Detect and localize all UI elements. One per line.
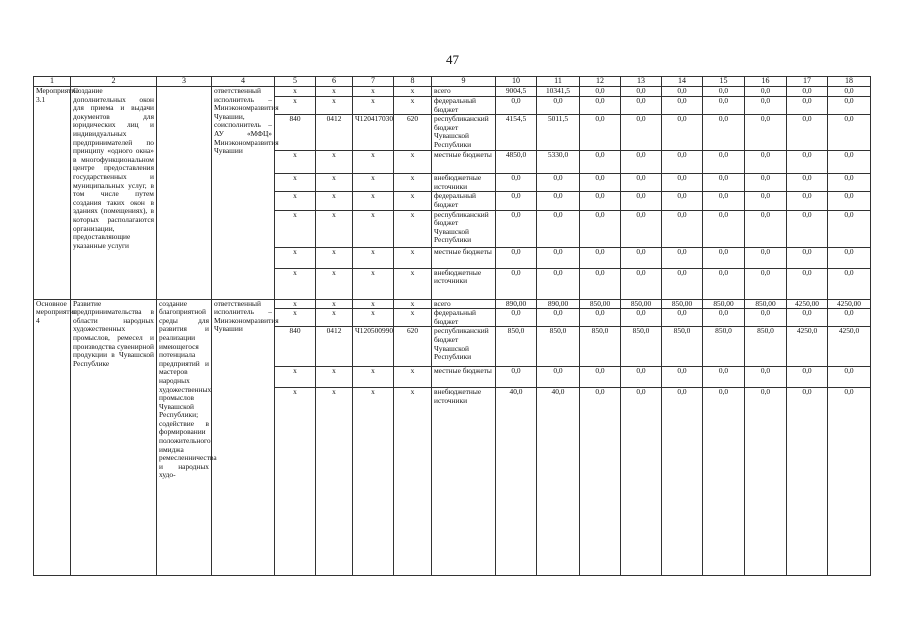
amount-cell: 0,0 [621,367,662,388]
amount-cell: 0,0 [496,174,537,192]
amount-cell: 850,00 [745,299,787,309]
amount-cell: 0,0 [828,367,871,388]
amount-cell: 0,0 [828,192,871,210]
amount-cell: 0,0 [496,192,537,210]
code-grbs: х [275,97,316,115]
code-section: х [316,87,353,97]
amount-cell: 0,0 [621,151,662,174]
code-grbs: х [275,192,316,210]
code-grbs: х [275,151,316,174]
funding-source: республиканский бюджет Чувашской Республики [432,210,496,247]
code-target-article: х [353,151,394,174]
code-target-article: Ч120417030 [353,115,394,151]
column-header: 10 [496,77,537,87]
column-header: 11 [537,77,580,87]
amount-cell: 4250,00 [828,299,871,309]
code-target-article: х [353,388,394,576]
amount-cell: 0,0 [745,97,787,115]
amount-cell: 850,00 [703,299,745,309]
amount-cell: 0,0 [580,268,621,299]
amount-cell: 0,0 [580,192,621,210]
amount-cell: 0,0 [662,192,703,210]
funding-source: федеральный бюджет [432,309,496,327]
amount-cell: 10341,5 [537,87,580,97]
amount-cell: 0,0 [787,247,828,268]
amount-cell: 0,0 [496,97,537,115]
amount-cell: 0,0 [703,87,745,97]
amount-cell: 0,0 [621,192,662,210]
code-section: х [316,174,353,192]
amount-cell: 0,0 [787,87,828,97]
amount-cell: 0,0 [537,97,580,115]
funding-source: всего [432,299,496,309]
amount-cell: 0,0 [828,174,871,192]
code-grbs: х [275,210,316,247]
code-section: 0412 [316,115,353,151]
amount-cell: 0,0 [745,115,787,151]
code-grbs: 840 [275,327,316,367]
amount-cell: 850,00 [580,299,621,309]
code-section: х [316,268,353,299]
amount-cell: 4250,00 [787,299,828,309]
amount-cell: 0,0 [745,210,787,247]
code-section: х [316,192,353,210]
code-target-article: х [353,247,394,268]
amount-cell: 0,0 [745,151,787,174]
amount-cell: 0,0 [580,151,621,174]
amount-cell: 0,0 [828,97,871,115]
budget-table [33,76,871,576]
funding-source: внебюджетные источники [432,174,496,192]
amount-cell: 0,0 [537,309,580,327]
column-header: 6 [316,77,353,87]
amount-cell: 0,0 [621,309,662,327]
amount-cell: 0,0 [745,192,787,210]
code-grbs: х [275,174,316,192]
code-target-article: х [353,268,394,299]
amount-cell: 0,0 [662,87,703,97]
code-grbs: х [275,309,316,327]
amount-cell: 0,0 [828,388,871,576]
code-grbs: х [275,268,316,299]
amount-cell: 850,0 [745,327,787,367]
funding-source: федеральный бюджет [432,192,496,210]
code-section: 0412 [316,327,353,367]
responsible-executor: ответственный исполнитель – Минэкономразвития Чувашии [212,299,275,576]
amount-cell: 0,0 [580,367,621,388]
amount-cell: 0,0 [787,268,828,299]
page-number: 47 [446,52,459,67]
amount-cell: 0,0 [580,388,621,576]
amount-cell: 0,0 [662,97,703,115]
amount-cell: 890,00 [537,299,580,309]
code-target-article: х [353,192,394,210]
code-expense-type: х [394,367,432,388]
amount-cell: 0,0 [537,247,580,268]
column-header: 3 [157,77,212,87]
amount-cell: 0,0 [621,388,662,576]
amount-cell: 5011,5 [537,115,580,151]
code-grbs: х [275,388,316,576]
amount-cell: 0,0 [496,367,537,388]
amount-cell: 4154,5 [496,115,537,151]
code-target-article: х [353,97,394,115]
funding-source: всего [432,87,496,97]
amount-cell: 0,0 [828,268,871,299]
column-header: 7 [353,77,394,87]
funding-source: местные бюджеты [432,367,496,388]
column-header: 4 [212,77,275,87]
column-header: 18 [828,77,871,87]
code-target-article: Ч120500990 [353,327,394,367]
amount-cell: 0,0 [496,247,537,268]
amount-cell: 0,0 [662,247,703,268]
code-target-article: х [353,87,394,97]
column-header: 5 [275,77,316,87]
amount-cell: 0,0 [787,210,828,247]
code-expense-type: х [394,174,432,192]
column-header: 17 [787,77,828,87]
amount-cell: 0,0 [745,87,787,97]
amount-cell: 0,0 [703,151,745,174]
expected-result: создание благоприятной среды для развития и реализации имеющегося потенциала предприятий и мастеров народных художественных промыслов Чувашской Республики; содействие в формировании положительного имиджа ремесленничества и народных худо- [157,299,212,576]
column-header: 8 [394,77,432,87]
amount-cell: 0,0 [828,210,871,247]
amount-cell: 0,0 [662,268,703,299]
amount-cell: 0,0 [537,192,580,210]
amount-cell: 0,0 [703,309,745,327]
code-section: х [316,97,353,115]
column-header: 16 [745,77,787,87]
activity-code: Основное мероприятие 4 [34,299,71,576]
amount-cell: 0,0 [703,367,745,388]
funding-source: республиканский бюджет Чувашской Республики [432,115,496,151]
amount-cell: 0,0 [787,192,828,210]
amount-cell: 0,0 [537,210,580,247]
amount-cell: 0,0 [621,115,662,151]
amount-cell: 0,0 [745,309,787,327]
amount-cell: 0,0 [621,174,662,192]
code-target-article: х [353,367,394,388]
code-target-article: х [353,309,394,327]
header-row [34,77,871,87]
funding-source: республиканский бюджет Чувашской Республики [432,327,496,367]
activity-name: Развитие предпринимательства в области народных художественных промыслов, ремесел и производства сувенирной продукции в Чувашской Республике [71,299,157,576]
amount-cell: 0,0 [787,97,828,115]
amount-cell: 0,0 [662,388,703,576]
activity-code: Мероприятие 3.1 [34,87,71,300]
amount-cell: 850,0 [662,327,703,367]
code-grbs: х [275,87,316,97]
amount-cell: 0,0 [787,174,828,192]
funding-source: местные бюджеты [432,247,496,268]
amount-cell: 850,0 [496,327,537,367]
amount-cell: 0,0 [621,97,662,115]
amount-cell: 0,0 [703,388,745,576]
code-expense-type: 620 [394,327,432,367]
amount-cell: 0,0 [580,174,621,192]
amount-cell: 0,0 [828,115,871,151]
code-expense-type: х [394,87,432,97]
code-expense-type: 620 [394,115,432,151]
amount-cell: 0,0 [662,174,703,192]
code-expense-type: х [394,299,432,309]
amount-cell: 0,0 [787,367,828,388]
code-expense-type: х [394,192,432,210]
amount-cell: 0,0 [580,247,621,268]
code-expense-type: х [394,97,432,115]
amount-cell: 850,0 [621,327,662,367]
amount-cell: 40,0 [496,388,537,576]
amount-cell: 0,0 [787,309,828,327]
amount-cell: 0,0 [703,210,745,247]
amount-cell: 0,0 [703,247,745,268]
funding-source: местные бюджеты [432,151,496,174]
amount-cell: 0,0 [787,151,828,174]
code-expense-type: х [394,210,432,247]
amount-cell: 0,0 [580,97,621,115]
code-expense-type: х [394,309,432,327]
amount-cell: 9004,5 [496,87,537,97]
amount-cell: 0,0 [621,268,662,299]
amount-cell: 5330,0 [537,151,580,174]
column-header: 14 [662,77,703,87]
code-expense-type: х [394,268,432,299]
amount-cell: 0,0 [703,174,745,192]
column-header: 15 [703,77,745,87]
amount-cell: 0,0 [621,210,662,247]
column-header: 2 [71,77,157,87]
amount-cell: 850,0 [580,327,621,367]
amount-cell: 0,0 [537,268,580,299]
column-header: 1 [34,77,71,87]
amount-cell: 0,0 [621,87,662,97]
amount-cell: 0,0 [745,174,787,192]
code-grbs: х [275,299,316,309]
code-section: х [316,388,353,576]
amount-cell: 0,0 [703,268,745,299]
amount-cell: 850,0 [703,327,745,367]
amount-cell: 0,0 [745,367,787,388]
code-section: х [316,309,353,327]
funding-source: федеральный бюджет [432,97,496,115]
amount-cell: 0,0 [787,388,828,576]
amount-cell: 0,0 [662,151,703,174]
amount-cell: 0,0 [703,192,745,210]
amount-cell: 0,0 [580,309,621,327]
amount-cell: 0,0 [787,115,828,151]
activity-name: Создание дополнительных окон для приема и выдачи документов для юридических лиц и индивидуальных предпринимателей по принципу «одного окна» в многофункциональном центре предоставления государственных и муниципальных услуг, в том числе путем создания таких окон в зданиях (помещениях), в которых располагаются организации, предоставляющие указанные услуги [71,87,157,300]
amount-cell: 0,0 [745,247,787,268]
amount-cell: 0,0 [828,87,871,97]
column-header: 12 [580,77,621,87]
code-expense-type: х [394,151,432,174]
amount-cell: 850,00 [662,299,703,309]
code-section: х [316,210,353,247]
amount-cell: 40,0 [537,388,580,576]
amount-cell: 0,0 [537,174,580,192]
column-header: 13 [621,77,662,87]
code-section: х [316,299,353,309]
amount-cell: 0,0 [662,367,703,388]
amount-cell: 0,0 [745,268,787,299]
amount-cell: 0,0 [496,268,537,299]
code-expense-type: х [394,388,432,576]
amount-cell: 0,0 [745,388,787,576]
amount-cell: 0,0 [703,115,745,151]
code-grbs: х [275,247,316,268]
funding-source: внебюджетные источники [432,388,496,576]
amount-cell: 0,0 [580,87,621,97]
amount-cell: 0,0 [537,367,580,388]
amount-cell: 0,0 [662,210,703,247]
code-section: х [316,247,353,268]
amount-cell: 0,0 [828,247,871,268]
amount-cell: 0,0 [496,309,537,327]
code-section: х [316,151,353,174]
amount-cell: 0,0 [662,309,703,327]
amount-cell: 850,00 [621,299,662,309]
column-header: 9 [432,77,496,87]
amount-cell: 4250,0 [787,327,828,367]
amount-cell: 0,0 [703,97,745,115]
amount-cell: 0,0 [828,151,871,174]
amount-cell: 0,0 [621,247,662,268]
amount-cell: 850,0 [537,327,580,367]
amount-cell: 0,0 [580,210,621,247]
code-expense-type: х [394,247,432,268]
code-grbs: 840 [275,115,316,151]
funding-source: внебюджетные источники [432,268,496,299]
code-section: х [316,367,353,388]
code-target-article: х [353,210,394,247]
table-row [34,87,871,97]
expected-result [157,87,212,300]
amount-cell: 0,0 [580,115,621,151]
amount-cell: 0,0 [828,309,871,327]
code-target-article: х [353,299,394,309]
amount-cell: 4850,0 [496,151,537,174]
amount-cell: 0,0 [496,210,537,247]
code-target-article: х [353,174,394,192]
amount-cell: 890,00 [496,299,537,309]
amount-cell: 0,0 [662,115,703,151]
code-grbs: х [275,367,316,388]
responsible-executor: ответственный исполнитель – Минэкономразвития Чувашии, соисполнитель – АУ «МФЦ» Минэкономразвития Чувашии [212,87,275,300]
amount-cell: 4250,0 [828,327,871,367]
